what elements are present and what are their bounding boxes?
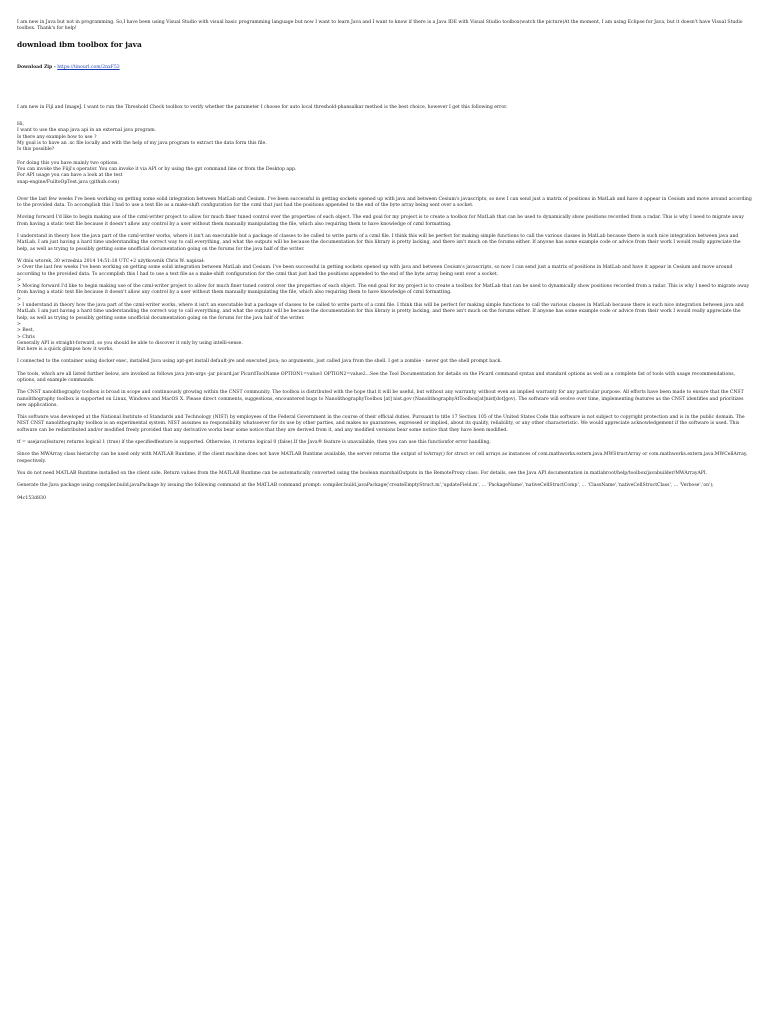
quote-line: W dniu wtorek, 30 września 2014 14:51:18 UTC+2 użytkownik Chris W. napisał: <box>17 258 205 264</box>
page-title: download ibm toolbox for java <box>17 39 142 49</box>
mwarray-paragraph: Since the MWArray class hierarchy can be used only with MATLAB Runtime, if the client machine does not have MATLAB Runtime available, the server returns the output of toArray() for struct or cell arrays as instances of com.mathworks.extern.java.MWStructArray or com.mathworks.extern.java.MWCellArray, respectively. <box>17 452 748 464</box>
quote-line: Generally API is straight-forward, so you should be able to discover it only by using intelli-sense. <box>17 340 243 346</box>
quote-line: But here is a quick glimpse how it works. <box>17 347 114 353</box>
answer-line: For doing this you have mainly two options. <box>17 160 119 166</box>
picard-paragraph: The tools, which are all listed further below, are invoked as follows java jvm-args -jar picard.jar PicardToolName OPTION1=value1 OPTION2=value2...See the Tool Documentation for details on the Picard command syntax and standard options as well as a complete list of tools with usage recommendations, options, and example commands. <box>17 371 736 383</box>
question-block <box>17 122 753 153</box>
nist-disclaimer-paragraph: This software was developed at the National Institute of Standards and Technology (NIST) by employees of the Federal Government in the course of their official duties. Pursuant to title 17 Section 105 of the United States Code this software is not subject to copyright protection and is in the public domain. The NIST CNST nanolithography toolbox is an experimental system. NIST assumes no responsibility whatsoever for its use by other parties, and makes no guarantees, expressed or implied, about its quality, reliability, or any other characteristic. We would appreciate acknowledgement if the software is used. This software can be redistributed and/or modified freely provided that any derivative works bear some notice that they are derived from it, and any modified versions bear some notice that they have been modified. <box>17 415 745 433</box>
answer-line: You can invoke the Fiiji's operator. You can invoke it via API or by using the gpt command line or from the Desktop app. <box>17 166 297 172</box>
download-line <box>17 65 753 71</box>
question-line: Is this possible? <box>17 147 55 153</box>
quote-line: > Best, <box>17 328 35 334</box>
intro-paragraph: I am new in Java but not in programming. So,I have been using Visual Studio with visual basic programming language but now I want to learn Java and I want to know if there is a Java IDE with Visual Studio toolbox(watch the picture)At the moment, I am using Eclipse for Java, but it doesn't have Visual Studio toolbox. Thank's for help! <box>17 20 743 32</box>
download-link[interactable]: https://tinourl.com/2nxF53 <box>57 64 120 70</box>
quote-line: > <box>17 296 21 302</box>
czml-writer-paragraph: Moving forward I'd like to begin making use of the czml-writer project to allow for much finer tuned control over the properties of each object. The end goal for my project is to create a toolbox for MatLab that can be used to dynamically show positions recorded from a radar. This is why I need to migrate away from having a static text file because it doesn't allow any control by a user without them manually manipulating the file, which also requiring them to have knowledge of czml formatting. <box>17 215 744 227</box>
quoted-reply-block <box>17 259 753 353</box>
answer-line: snap-engine/FuiltoOpTest.java (github.com) <box>17 179 120 185</box>
quote-line: > <box>17 277 21 283</box>
matlab-cesium-paragraph: Over the last few weeks I've been working on getting some solid integration between MatLab and Cesium. I've been successful in getting sockets opened up with java and between Cesium's javascripts, so now I can send just a matrix of positions in MatLab and have it appear in Cesium and move around according to the provided data. To accomplish this I had to use a text file as a make-shift configuration for the czml that just had the positions appended to the end of the byte array being sent over a socket. <box>17 196 752 209</box>
download-label: Download Zip - <box>17 64 56 70</box>
footer-id: 94c153d830 <box>17 495 46 501</box>
answer-block <box>17 161 753 186</box>
quote-line: > I understand in theory how the java part of the czml-writer works, where it isn't an executable but a package of classes to be called to write parts of a czml file. I think this will be perfect for making simple functions to call the various classes in MatLab because there is such nice integration between java and MatLab. I am just having a hard time understanding the correct way to call everything, and what the outputs will be because the documentation for this library is pretty lacking, and there isn't much on the forums either. If anyone has some example code or advice from their work I would really appreciate the help, as well as trying to possibly getting some unofficial documentation going on the forums for the java half of the writer. <box>17 303 744 321</box>
usejava-paragraph: tf = usejava(feature) returns logical 1 (true) if the specifiedfeature is supported. Otherwise, it returns logical 0 (false).If the Java® feature is unavailable, then you can use this functionfor error handling. <box>17 440 491 446</box>
docker-paragraph: I connected to the container using docker exec, installed Java using apt-get install default-jre and executed java; no arguments, just called java from the shell. I get a zombie - never got the shell prompt back. <box>17 359 502 365</box>
question-line: Is there any example how to use ? <box>17 134 97 140</box>
question-line: Hi, <box>17 122 24 128</box>
matlab-runtime-paragraph: You do not need MATLAB Runtime installed on the client side. Return values from the MATLAB Runtime can be automatically converted using the boolean marshalOutputs in the RemoteProxy class. For details, see the Java API documentation in matlabroot/help/toolbox/javabuilder/MWArrayAPI. <box>17 470 708 476</box>
java-czml-paragraph: I understand in theory how the java part of the czml-writer works, where it isn't an executable but a package of classes to be called to write parts of a czml file. I think this will be perfect for making simple functions to call the various classes in MatLab because there is such nice integration between java and MatLab. I am just having a hard time understanding the correct way to call everything, and what the outputs will be because the documentation for this library is pretty lacking, and there isn't much on the forums either. If anyone has some example code or advice from their work I would really appreciate the help, as well as trying to possibly getting some unofficial documentation going on the forums for the java half of the writer. <box>17 234 741 252</box>
quote-line: > Over the last few weeks I've been working on getting some solid integration between MatLab and Cesium. I've been successful in getting sockets opened up with java and between Cesium's javascripts, so now I can send just a matrix of positions in MatLab and have it appear in Cesium and move around according to the provided data. To accomplish this I had to use a text file as a make-shift configuration for the czml that just had the positions appended to the end of the byte array being sent over a socket. <box>17 265 733 277</box>
question-line: I want to use the snap java api in an external java program. <box>17 128 157 134</box>
quote-line: > Moving forward I'd like to begin making use of the czml-writer project to allow for much finer tuned control over the properties of each object. The end goal for my project is to create a toolbox for MatLab that can be used to dynamically show positions recorded from a radar. This is why I need to migrate away from having a static text file because it doesn't allow any control by a user without them manually manipulating the file, which also requiring them to have knowledge of czml formatting. <box>17 284 750 296</box>
question-line: My goal is to have an .xc file locally and with the help of my java program to extract the data form this file. <box>17 141 267 147</box>
answer-line: For API usage you can have a look at the test <box>17 173 123 179</box>
javapackage-paragraph: Generate the Java package using compiler.build.javaPackage by issuing the following command at the MATLAB command prompt: compiler.build.javaPackage('createEmptyStruct.m','updateField.m', ... 'PackageName','nativeCellStructComp', ... 'ClassName','nativeCellStructClass', ... 'Verbose','on'); <box>17 483 714 489</box>
quote-line: > Chris <box>17 334 35 340</box>
quote-line: > <box>17 321 21 327</box>
cnst-toolbox-paragraph: The CNST nanolithography toolbox is broad in scope and continuously growing within the CNST community. The toolbox is distributed with the hope that it will be useful, but without any warranty, without even an implied warranty for any particular purpose. All efforts have been made to ensure that the CNST nanolithography toolbox is supported on Linux, Windows and MacOS X. Please direct comments, suggestions, encountered bugs to NanolithographyToolbox [at] nist.gov (NanolithographyAtToolbox[at]nist[dot]gov). The software will evolve over time, implementing features as the CNST identifies and prioritizes new applications. <box>17 390 744 408</box>
fiji-paragraph: I am new in Fiji and ImageJ. I want to run the Threshold Check toolbox to verify whether the parameter I choose for auto local threshold-phansalkar method is the best choice, however I get this following error. <box>17 104 508 110</box>
